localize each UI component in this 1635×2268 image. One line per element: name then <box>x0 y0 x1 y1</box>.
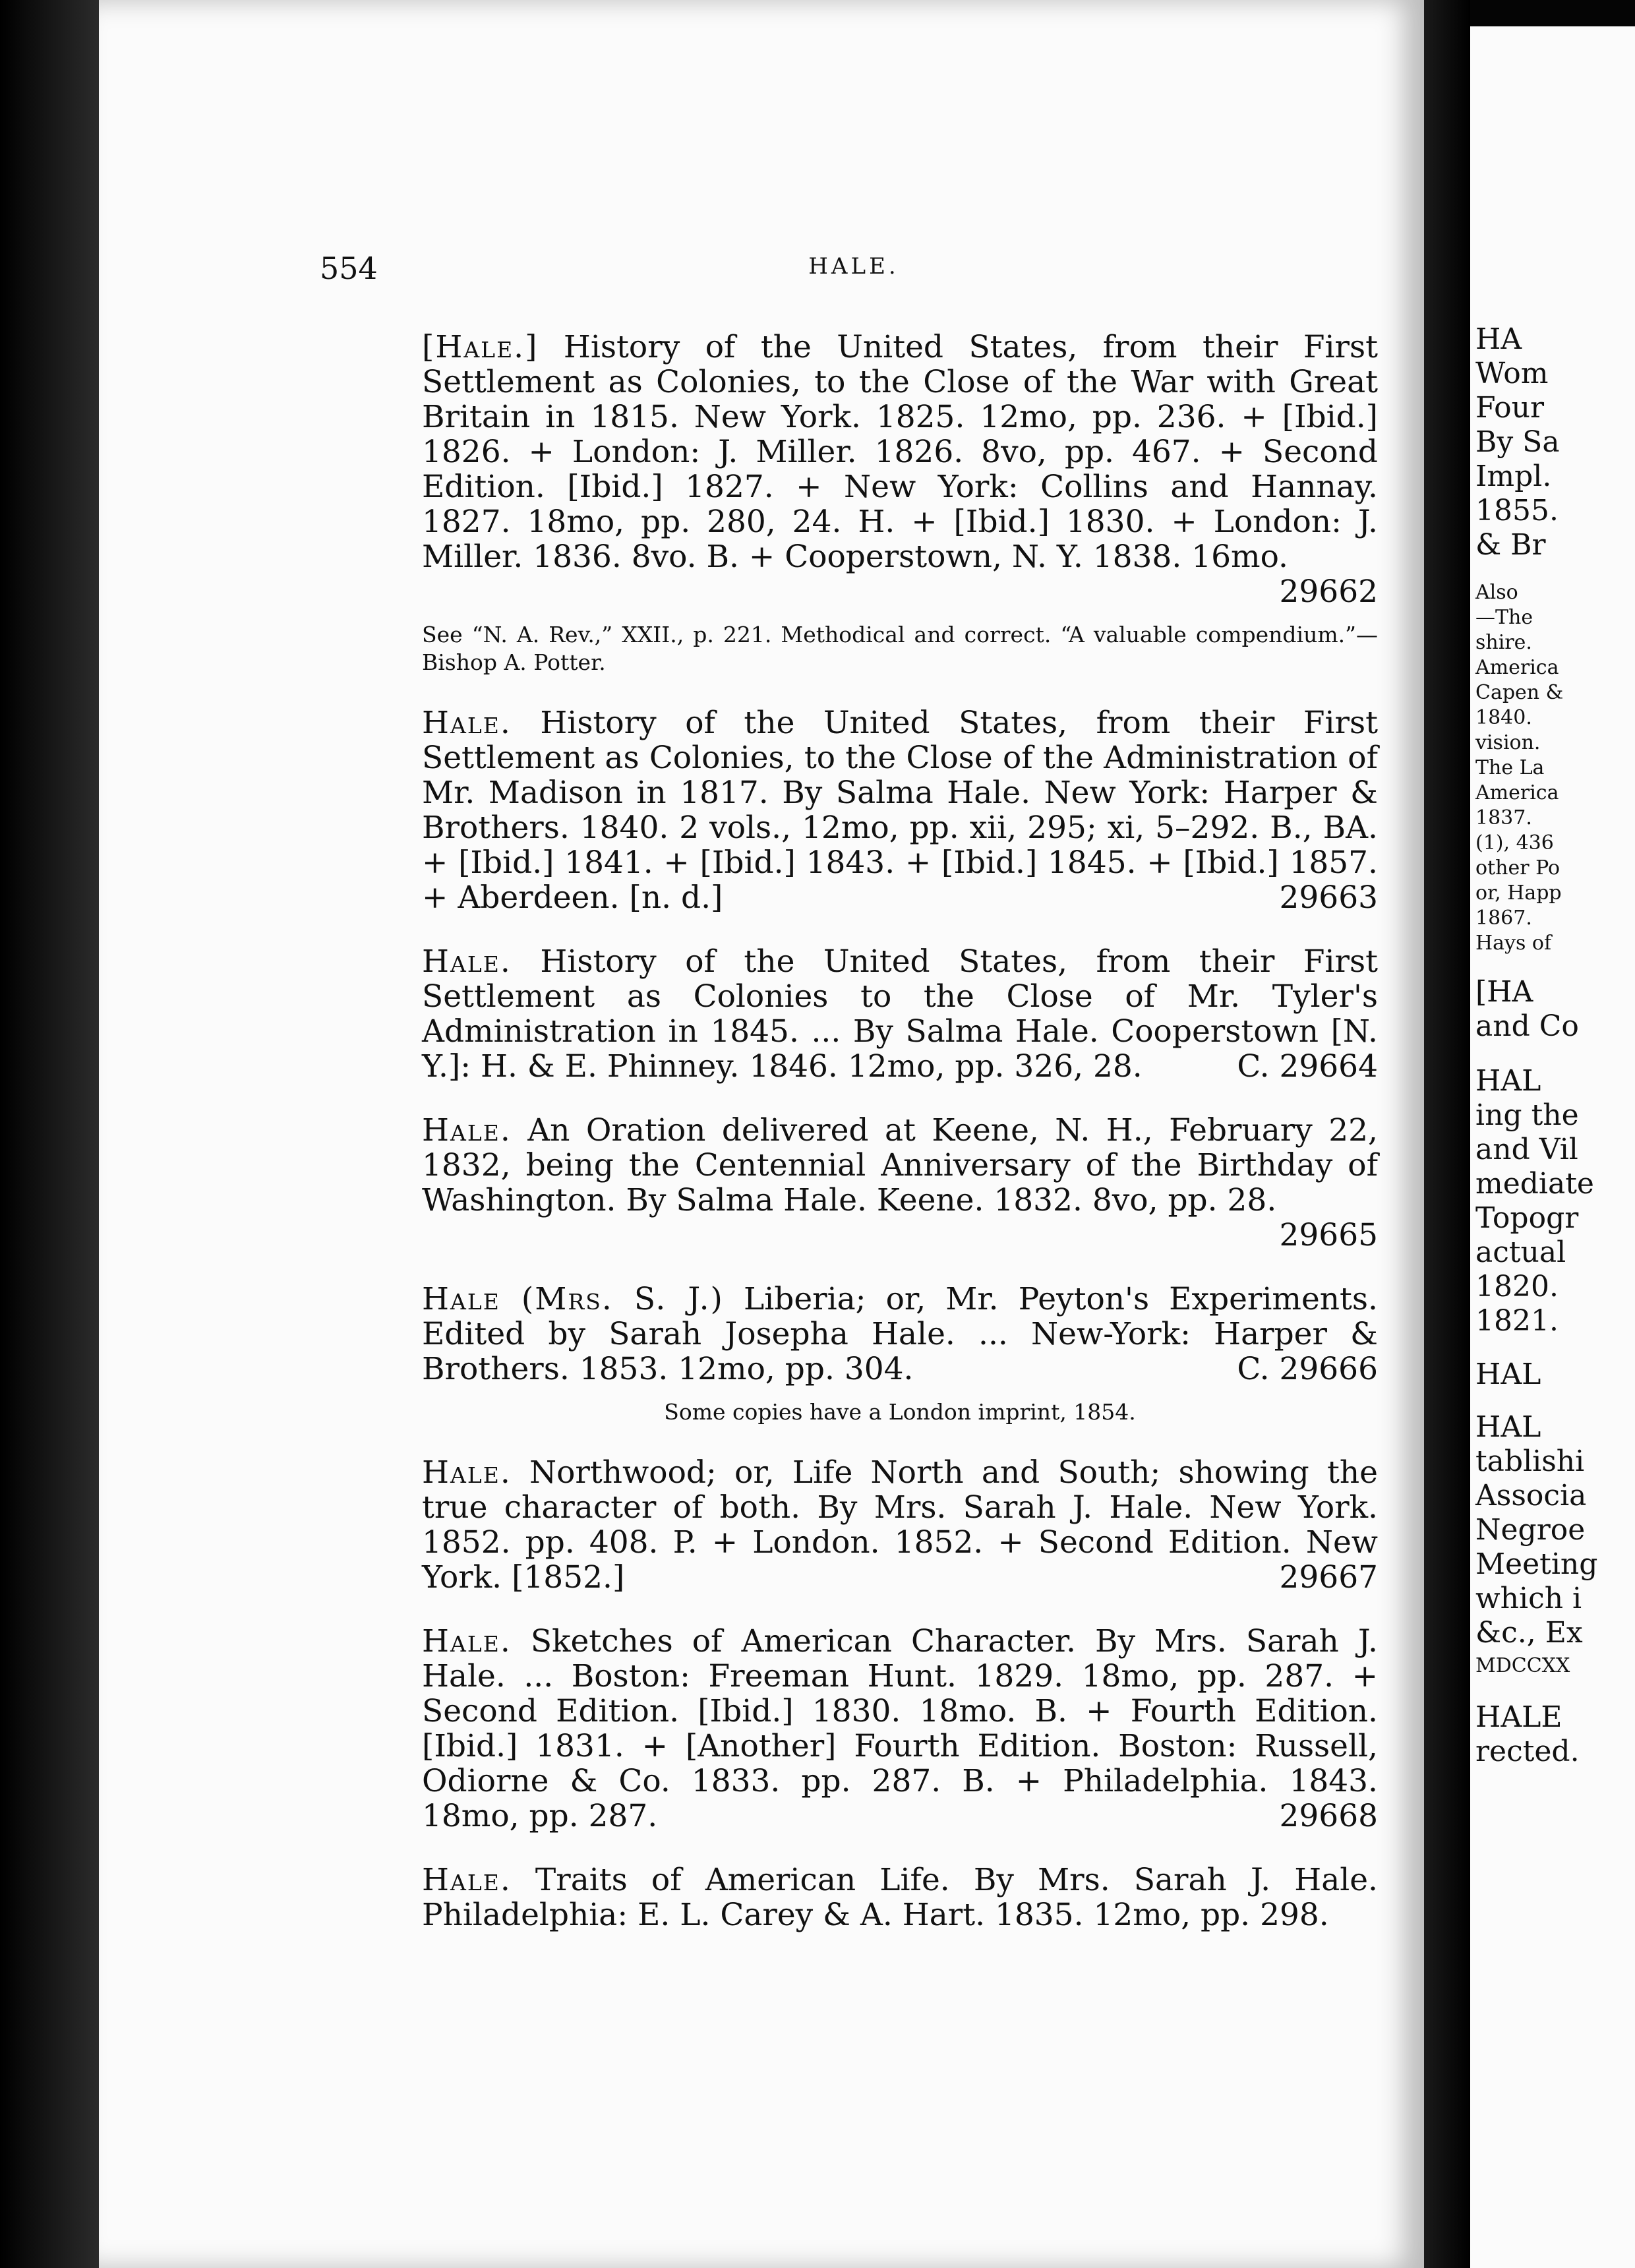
right-fragment: ing the <box>1475 1098 1579 1132</box>
right-fragment: mediate <box>1475 1167 1594 1201</box>
entry-lead: Hale. <box>422 1623 512 1659</box>
entry-number: 29667 <box>1279 1559 1378 1596</box>
right-fragment: 1867. <box>1475 907 1532 930</box>
right-fragment: or, Happ <box>1475 881 1562 905</box>
bibliographic-entry <box>422 705 1378 915</box>
right-fragment: Hays of <box>1475 932 1552 955</box>
entry-number: C. 29664 <box>1237 1048 1378 1085</box>
right-fragment: &c., Ex <box>1475 1616 1583 1650</box>
right-fragment: Four <box>1475 391 1544 425</box>
right-fragment: 1820. <box>1475 1270 1559 1303</box>
entry-text: History of the United States, from their First Settlement as Colonies, to the Close of the War with Great Britain in 1815. New York. 1825. 12mo, pp. 236. + [Ibid.] 1826. + London: J. Miller. 1826. 8vo, pp. 467. + Second Edition. [Ibid.] 1827. + New York: Collins and Hannay. 1827. 18mo, pp. 280, 24. H. + [Ibid.] 1830. + London: J. Miller. 1836. 8vo. B. + Cooperstown, N. Y. 1838. 16mo. <box>422 329 1378 575</box>
right-fragment: other Po <box>1475 856 1561 880</box>
bibliographic-entry <box>422 1282 1378 1426</box>
right-fragment: HAL <box>1475 1410 1541 1444</box>
bibliographic-entry <box>422 330 1378 676</box>
entry-text: Sketches of American Character. By Mrs. Sarah J. Hale. ... Boston: Freeman Hunt. 1829. 18mo, pp. 287. + Second Edition. [Ibid.] 1830. 18mo. B. + Fourth Edition. [Ibid.] 1831. + [Another] Fourth Edition. Boston: Russell, Odiorne & Co. 1833. pp. 287. B. + Philadelphia. 1843. 18mo, pp. 287. <box>422 1623 1378 1834</box>
bibliographic-entry <box>422 944 1378 1084</box>
right-fragment: rected. <box>1475 1735 1580 1768</box>
entry-lead: Hale. <box>422 1112 512 1149</box>
entry-note: Some copies have a London imprint, 1854. <box>664 1399 1136 1425</box>
right-fragment: tablishi <box>1475 1445 1585 1478</box>
running-head: HALE. <box>808 253 899 280</box>
right-fragment: HALE <box>1475 1700 1562 1734</box>
right-fragment: (1), 436 <box>1475 831 1554 854</box>
right-fragment: HA <box>1475 322 1522 356</box>
right-fragment: Wom <box>1475 357 1549 390</box>
entry-lead: Hale. <box>422 943 512 980</box>
right-fragment: [HA <box>1475 975 1533 1009</box>
entry-text: History of the United States, from their First Settlement as Colonies to the Close of Mr. Tyler's Administration in 1845. ... By Salma Hale. Cooperstown [N. Y.]: H. & E. Phinney. 1846. 12mo, pp. 326, 28. <box>422 943 1378 1085</box>
right-fragment: Associa <box>1475 1479 1587 1512</box>
bibliographic-entry <box>422 1455 1378 1595</box>
right-fragment: By Sa <box>1475 425 1560 459</box>
entry-number: C. 29666 <box>1237 1351 1378 1387</box>
book-gutter <box>1424 0 1470 2268</box>
right-fragment: America <box>1475 656 1559 679</box>
right-fragment: HAL <box>1475 1358 1541 1391</box>
entry-text: Liberia; or, Mr. Peyton's Experiments. Edited by Sarah Josepha Hale. ... New-York: Harper & Brothers. 1853. 12mo, pp. 304. <box>422 1281 1378 1387</box>
entry-number: 29668 <box>1279 1798 1378 1834</box>
entry-number: 29662 <box>1279 574 1378 610</box>
right-fragment: America <box>1475 781 1559 804</box>
entry-number: 29665 <box>1279 1217 1378 1253</box>
entry-note: See “N. A. Rev.,” XXII., p. 221. Methodical and correct. “A valuable compendium.”—Bishop A. Potter. <box>422 622 1378 675</box>
right-page-fragment <box>1470 26 1635 2268</box>
entry-text: History of the United States, from their First Settlement as Colonies, to the Close of the Administration of Mr. Madison in 1817. By Salma Hale. New York: Harper & Brothers. 1840. 2 vols., 12mo, pp. xii, 295; xi, 5–292. B., BA. + [Ibid.] 1841. + [Ibid.] 1843. + [Ibid.] 1845. + [Ibid.] 1857. + Aberdeen. [n. d.] <box>422 705 1378 916</box>
right-fragment: Topogr <box>1475 1201 1579 1235</box>
bibliographic-entry <box>422 1863 1378 1932</box>
entry-number: 29663 <box>1279 880 1378 916</box>
right-fragment: which i <box>1475 1582 1582 1615</box>
right-fragment: & Br <box>1475 528 1546 562</box>
bibliographic-entry <box>422 1624 1378 1834</box>
entry-lead: Hale (Mrs. S. J.) <box>422 1281 724 1317</box>
right-fragment: Negroe <box>1475 1513 1586 1547</box>
bibliographic-entry <box>422 1113 1378 1253</box>
right-fragment: Also <box>1475 581 1518 604</box>
page-header <box>320 251 1388 290</box>
entry-text: Northwood; or, Life North and South; showing the true character of both. By Mrs. Sarah J. Hale. New York. 1852. pp. 408. P. + London. 1852. + Second Edition. New York. [1852.] <box>422 1454 1378 1596</box>
page-number: 554 <box>320 251 378 286</box>
scan-left-edge <box>0 0 99 2268</box>
right-fragment: 1821. <box>1475 1304 1559 1338</box>
right-fragment: actual <box>1475 1236 1566 1269</box>
entry-lead: [Hale.] <box>422 329 539 365</box>
right-fragment: MDCCXX <box>1475 1654 1570 1677</box>
right-fragment: 1855. <box>1475 494 1559 527</box>
entry-lead: Hale. <box>422 705 512 741</box>
entries-list <box>422 330 1378 1961</box>
right-fragment: Impl. <box>1475 460 1552 493</box>
right-fragment: —The <box>1475 606 1533 629</box>
right-fragment: vision. <box>1475 731 1541 754</box>
right-fragment: and Vil <box>1475 1133 1578 1166</box>
right-fragment: 1837. <box>1475 806 1532 829</box>
entry-lead: Hale. <box>422 1454 512 1491</box>
right-fragment: shire. <box>1475 631 1532 654</box>
right-fragment: and Co <box>1475 1009 1579 1043</box>
right-fragment: The La <box>1475 756 1545 779</box>
entry-text: An Oration delivered at Keene, N. H., February 22, 1832, being the Centennial Anniversary of the Birthday of Washington. By Salma Hale. Keene. 1832. 8vo, pp. 28. <box>422 1112 1378 1218</box>
right-fragment: HAL <box>1475 1064 1541 1098</box>
entry-text: Traits of American Life. By Mrs. Sarah J. Hale. Philadelphia: E. L. Carey & A. Hart. 1835. 12mo, pp. 298. <box>422 1862 1378 1933</box>
right-fragment: Meeting <box>1475 1547 1598 1581</box>
right-fragment: Capen & <box>1475 681 1564 704</box>
entry-lead: Hale. <box>422 1862 512 1898</box>
right-fragment: 1840. <box>1475 706 1532 729</box>
